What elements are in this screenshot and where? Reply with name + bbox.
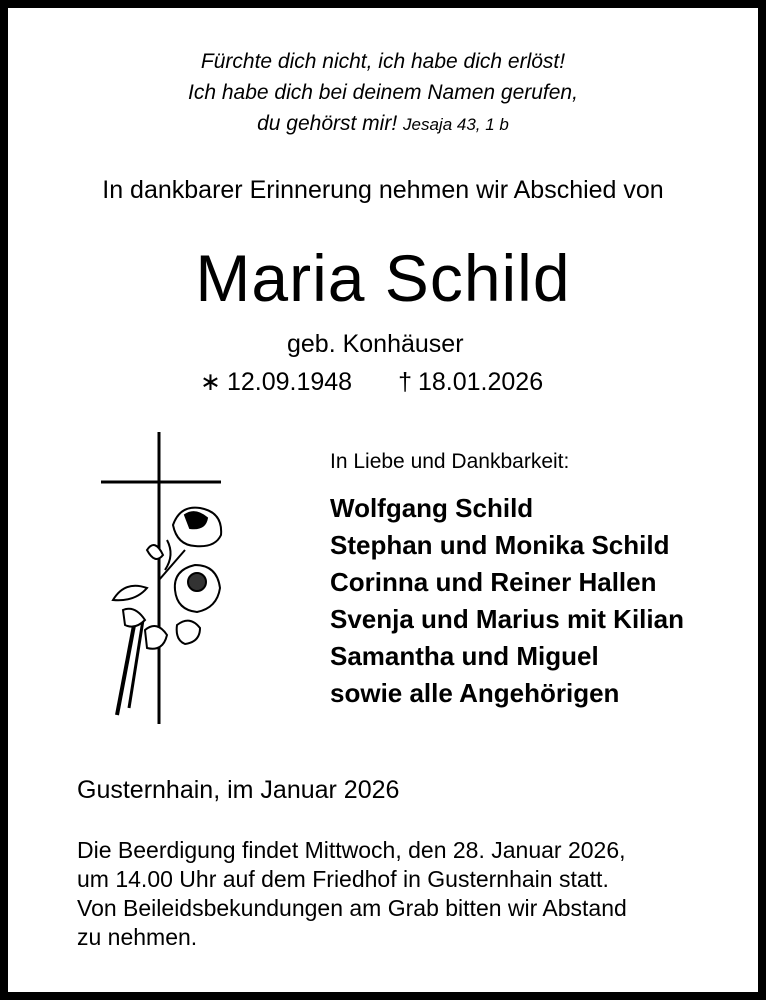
funeral-info-line: Die Beerdigung findet Mittwoch, den 28. Januar 2026, [77,837,626,863]
funeral-info-line: zu nehmen. [77,924,198,950]
life-dates [200,367,549,397]
funeral-info-line: Von Beileidsbekundungen am Grab bitten wir Abstand [77,895,627,921]
quote-line: Fürchte dich nicht, ich habe dich erlöst! [200,50,566,73]
mourner-name: Stephan und Monika Schild [330,530,670,560]
quote-reference: Jesaja 43, 1 b [403,115,509,134]
death-date: 18.01.2026 [417,368,544,396]
cross-with-roses-icon [95,430,230,730]
funeral-info-line: um 14.00 Uhr auf dem Friedhof in Gusternhain statt. [77,866,609,892]
place-date: Gusternhain, im Januar 2026 [77,776,400,804]
mourner-name: Svenja und Marius mit Kilian [330,604,684,634]
birth-date: 12.09.1948 [226,368,353,396]
mourner-name: Wolfgang Schild [330,493,534,523]
birth-star-icon: ∗ [200,368,221,396]
quote-line: du gehörst mir! [257,112,398,135]
deceased-name: Maria Schild [195,241,571,315]
mourners-list [330,490,684,712]
death-cross-icon: † [398,368,412,396]
mourner-name: Corinna und Reiner Hallen [330,567,657,597]
funeral-info [77,836,717,952]
quote-line: Ich habe dich bei deinem Namen gerufen, [188,81,578,104]
birth-name: geb. Konhäuser [287,330,464,358]
mourner-name: sowie alle Angehörigen [330,678,620,708]
bible-quote [0,46,766,140]
mourners-heading: In Liebe und Dankbarkeit: [330,450,570,473]
intro-text: In dankbarer Erinnerung nehmen wir Abschied von [102,176,664,204]
mourner-name: Samantha und Miguel [330,641,599,671]
